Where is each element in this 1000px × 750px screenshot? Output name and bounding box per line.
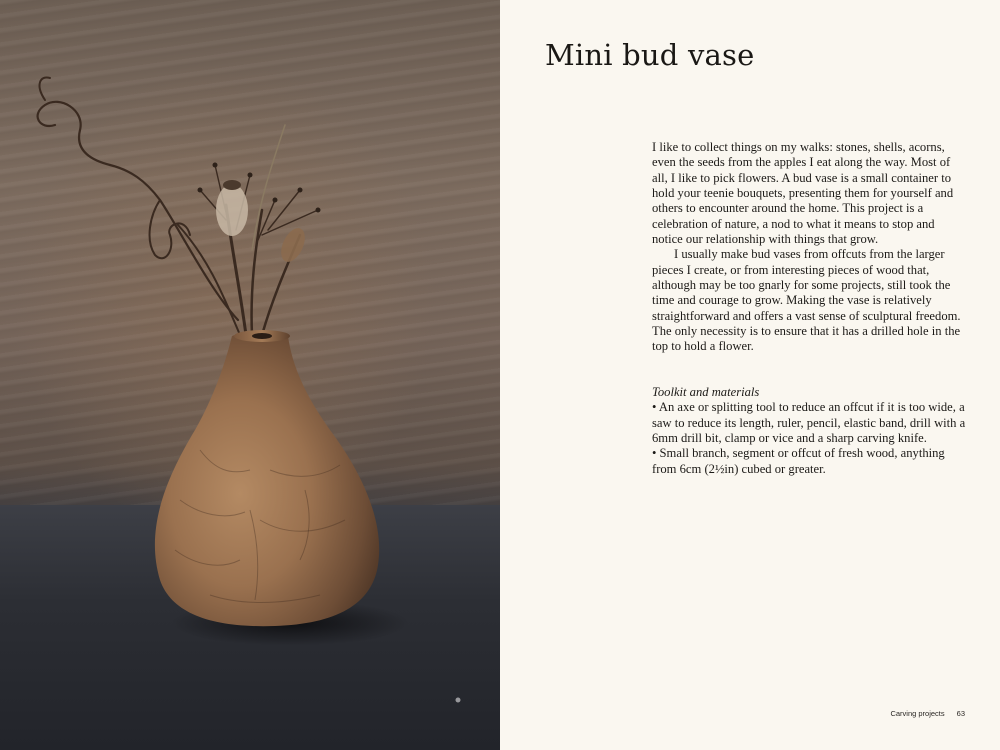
toolkit-heading: Toolkit and materials — [652, 385, 760, 399]
toolkit-item-tools: • An axe or splitting tool to reduce an offcut if it is too wide, a saw to reduce its length, ruler, pencil, elastic band, drill with a 6mm drill bit, clamp or vice and a sharp carving knife. — [652, 400, 966, 446]
toolkit-section — [652, 385, 972, 477]
page-title: Mini bud vase — [545, 38, 755, 72]
footer-section-label: Carving projects — [890, 709, 945, 718]
text-page — [500, 0, 1000, 750]
second-paragraph: I usually make bud vases from offcuts from the larger pieces I create, or from interesting pieces of wood that, although may be too gnarly for some projects, still took the time and courage to grow. Making the vase is relatively straightforward and offers a vast sense of sculptural freedom. The only necessity is to ensure that it has a drilled hole in the top to hold a flower. — [652, 247, 961, 354]
page-number: 63 — [956, 709, 965, 718]
page-footer — [890, 709, 965, 718]
intro-paragraph: I like to collect things on my walks: stones, shells, acorns, even the seeds from the apples I eat along the way. Most of all, I like to pick flowers. A bud vase is a small container to hold your teenie bouquets, presenting them for yourself and others to encounter around the home. This project is a celebration of nature, a nod to what it means to stop and notice our relationship with things that grow. — [652, 140, 954, 247]
toolkit-item-materials: • Small branch, segment or offcut of fresh wood, anything from 6cm (2½in) cubed or greater. — [652, 446, 945, 476]
body-text — [652, 140, 962, 355]
vase-body — [155, 332, 379, 627]
seed-pod-icon — [216, 184, 248, 236]
dried-stems — [38, 77, 318, 335]
